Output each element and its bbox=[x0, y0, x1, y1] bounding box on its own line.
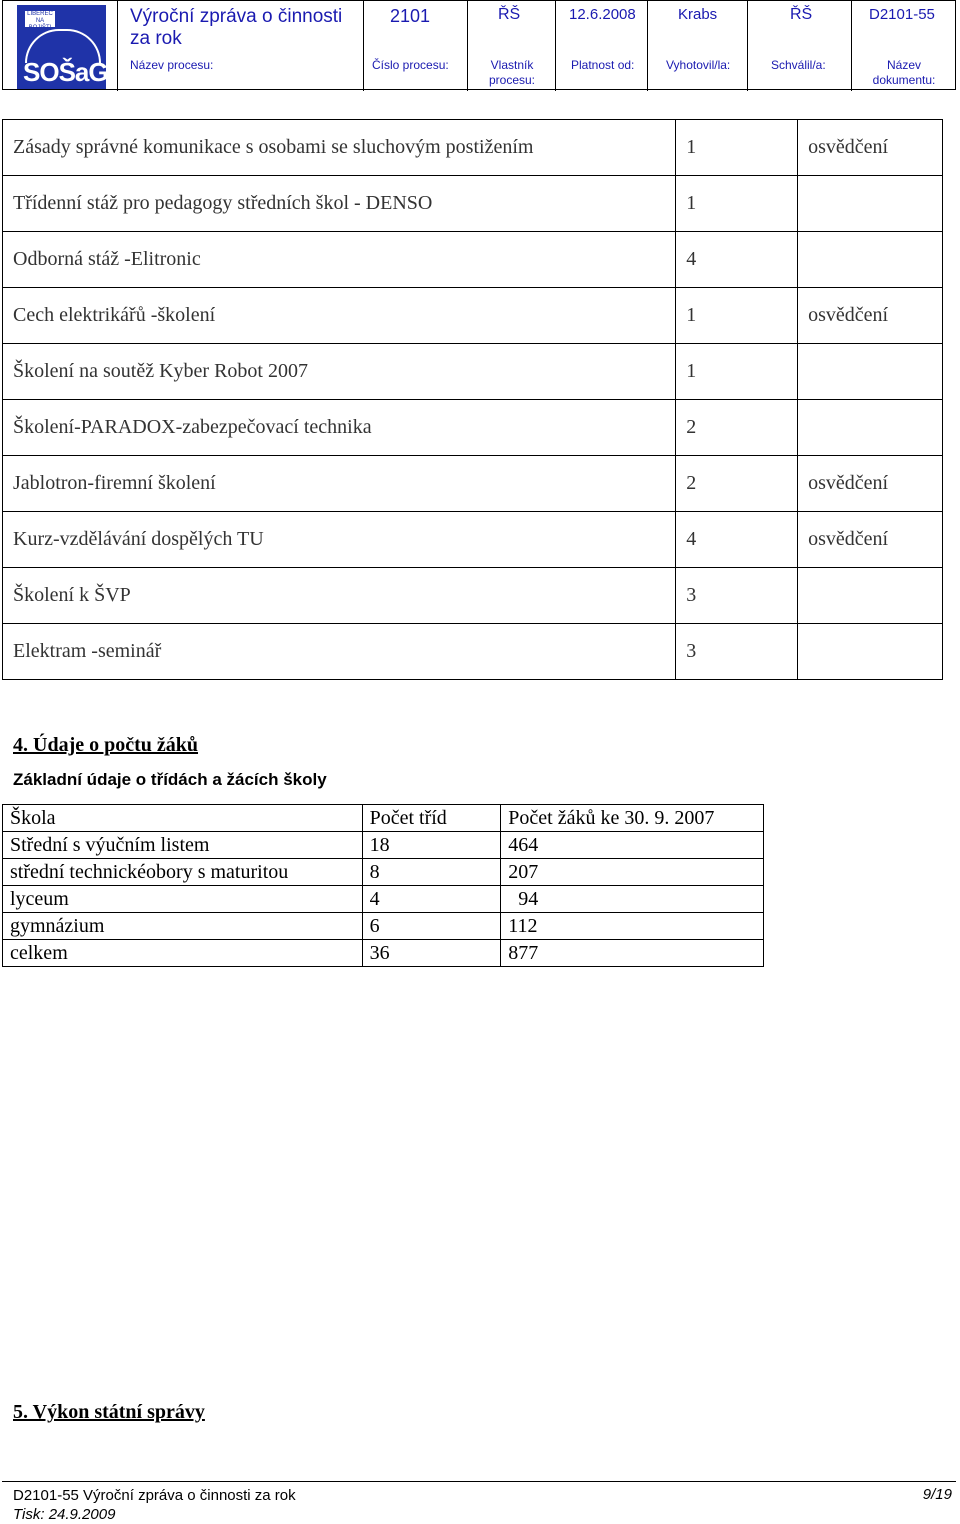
document-title: Výroční zpráva o činnosti za rok bbox=[130, 6, 343, 49]
cell-certificate bbox=[798, 624, 943, 680]
table-row bbox=[3, 886, 764, 913]
valid-from-cell bbox=[556, 1, 648, 91]
label-process-name: Název procesu: bbox=[130, 58, 214, 72]
table-row bbox=[3, 400, 943, 456]
cell-certificate: osvědčení bbox=[798, 456, 943, 512]
table-row bbox=[3, 624, 943, 680]
document-name-value: D2101-55 bbox=[869, 6, 935, 23]
cell-students: 877 bbox=[501, 940, 764, 967]
cell-training-name: Školení-PARADOX-zabezpečovací technika bbox=[3, 400, 676, 456]
cell-training-name: Cech elektrikářů -školení bbox=[3, 288, 676, 344]
table-row bbox=[3, 344, 943, 400]
cell-classes: 4 bbox=[362, 886, 501, 913]
cell-participants: 1 bbox=[676, 120, 798, 176]
cell-training-name: Školení k ŠVP bbox=[3, 568, 676, 624]
table-row bbox=[3, 512, 943, 568]
label-document-name: Název dokumentu: bbox=[872, 58, 936, 87]
section-5-heading: 5. Výkon státní správy bbox=[13, 1401, 205, 1423]
logo-text: SOŠaG bbox=[23, 57, 108, 87]
table-header-row bbox=[3, 805, 764, 832]
cell-school: Střední s výučním listem bbox=[3, 832, 363, 859]
table-row bbox=[3, 568, 943, 624]
owner-value: ŘŠ bbox=[498, 6, 521, 23]
cell-school: střední technickéobory s maturitou bbox=[3, 859, 363, 886]
label-process-number: Číslo procesu: bbox=[372, 58, 449, 72]
cell-students: 207 bbox=[501, 859, 764, 886]
cell-participants: 3 bbox=[676, 568, 798, 624]
logo-cell bbox=[3, 1, 118, 91]
cell-classes: 36 bbox=[362, 940, 501, 967]
prepared-by-value: Krabs bbox=[678, 6, 718, 23]
footer-divider bbox=[2, 1481, 956, 1482]
prepared-by-cell bbox=[648, 1, 748, 91]
section-4-heading: 4. Údaje o počtu žáků bbox=[13, 734, 199, 756]
footer-print-date: Tisk: 24.9.2009 bbox=[13, 1506, 116, 1523]
training-table bbox=[2, 119, 943, 680]
approved-by-value: ŘŠ bbox=[790, 6, 813, 23]
approved-by-cell bbox=[748, 1, 852, 91]
cell-training-name: Jablotron-firemní školení bbox=[3, 456, 676, 512]
cell-certificate: osvědčení bbox=[798, 512, 943, 568]
document-name-cell bbox=[852, 1, 957, 91]
cell-participants: 2 bbox=[676, 400, 798, 456]
cell-certificate bbox=[798, 232, 943, 288]
cell-classes: 6 bbox=[362, 913, 501, 940]
cell-training-name: Třídenní stáž pro pedagogy středních škol - DENSO bbox=[3, 176, 676, 232]
label-prepared-by: Vyhotovil/la: bbox=[666, 58, 731, 72]
table-row bbox=[3, 176, 943, 232]
cell-certificate bbox=[798, 344, 943, 400]
cell-classes: 18 bbox=[362, 832, 501, 859]
cell-certificate: osvědčení bbox=[798, 120, 943, 176]
cell-training-name: Kurz-vzdělávání dospělých TU bbox=[3, 512, 676, 568]
table-row bbox=[3, 832, 764, 859]
logo-tag: LIBEREC NA BOJIŠTI bbox=[25, 11, 55, 27]
footer-left bbox=[13, 1486, 296, 1524]
cell-training-name: Elektram -seminář bbox=[3, 624, 676, 680]
cell-students: 94 bbox=[501, 886, 764, 913]
table-row bbox=[3, 120, 943, 176]
cell-participants: 1 bbox=[676, 344, 798, 400]
cell-participants: 4 bbox=[676, 512, 798, 568]
title-cell bbox=[118, 1, 364, 91]
cell-certificate bbox=[798, 568, 943, 624]
table-row bbox=[3, 456, 943, 512]
cell-training-name: Zásady správné komunikace s osobami se sluchovým postižením bbox=[3, 120, 676, 176]
cell-participants: 1 bbox=[676, 176, 798, 232]
school-logo bbox=[17, 5, 106, 89]
table-row bbox=[3, 913, 764, 940]
document-header bbox=[2, 0, 956, 90]
cell-school: gymnázium bbox=[3, 913, 363, 940]
process-number: 2101 bbox=[390, 6, 431, 26]
cell-participants: 2 bbox=[676, 456, 798, 512]
process-number-cell bbox=[364, 1, 468, 91]
cell-students: 464 bbox=[501, 832, 764, 859]
cell-school: lyceum bbox=[3, 886, 363, 913]
cell-training-name: Školení na soutěž Kyber Robot 2007 bbox=[3, 344, 676, 400]
label-owner: Vlastník procesu: bbox=[488, 58, 536, 87]
cell-school: celkem bbox=[3, 940, 363, 967]
cell-classes: 8 bbox=[362, 859, 501, 886]
cell-training-name: Odborná stáž -Elitronic bbox=[3, 232, 676, 288]
table-row bbox=[3, 232, 943, 288]
column-header: Počet žáků ke 30. 9. 2007 bbox=[501, 805, 764, 832]
column-header: Škola bbox=[3, 805, 363, 832]
table-row bbox=[3, 859, 764, 886]
cell-certificate bbox=[798, 176, 943, 232]
cell-certificate bbox=[798, 400, 943, 456]
cell-participants: 3 bbox=[676, 624, 798, 680]
label-valid-from: Platnost od: bbox=[571, 58, 635, 72]
label-approved-by: Schválil/a: bbox=[771, 58, 826, 72]
page-number: 9/19 bbox=[922, 1486, 952, 1503]
owner-cell bbox=[468, 1, 556, 91]
cell-certificate: osvědčení bbox=[798, 288, 943, 344]
cell-students: 112 bbox=[501, 913, 764, 940]
students-table bbox=[2, 804, 764, 967]
column-header: Počet tříd bbox=[362, 805, 501, 832]
table-row bbox=[3, 940, 764, 967]
section-4-subheading: Základní údaje o třídách a žácích školy bbox=[13, 770, 327, 789]
table-row bbox=[3, 288, 943, 344]
cell-participants: 4 bbox=[676, 232, 798, 288]
valid-from-value: 12.6.2008 bbox=[569, 6, 636, 23]
footer-document-line: D2101-55 Výroční zpráva o činnosti za rok bbox=[13, 1487, 296, 1504]
cell-participants: 1 bbox=[676, 288, 798, 344]
